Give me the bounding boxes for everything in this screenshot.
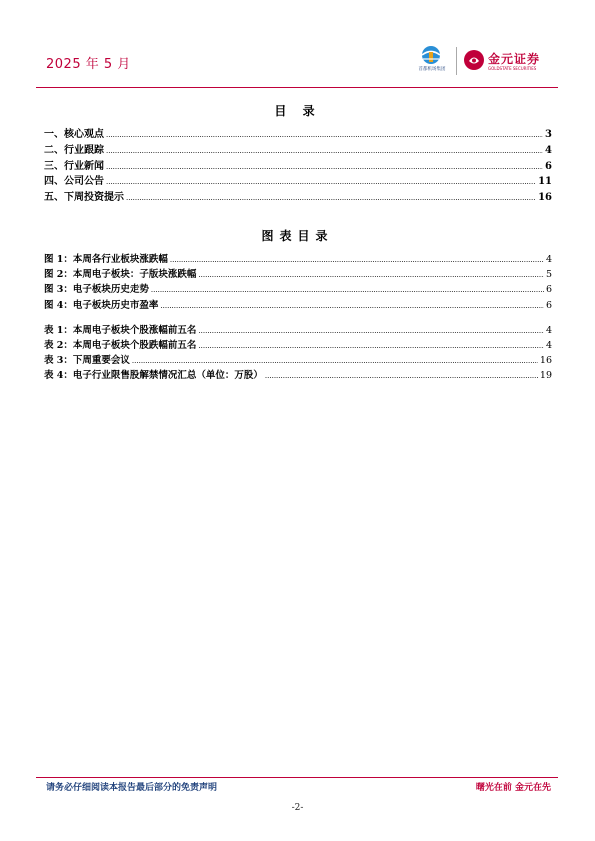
figure-item[interactable]	[44, 266, 552, 281]
toc-leader-dots	[106, 178, 536, 186]
toc-item-label: 五、下周投资提示	[44, 192, 124, 204]
toc-item[interactable]	[44, 188, 552, 204]
toc-leader-dots	[198, 342, 544, 350]
header-logos	[412, 44, 552, 80]
logo-divider	[456, 47, 457, 75]
table-item-page: 4	[545, 339, 552, 351]
toc-leader-dots	[151, 286, 544, 294]
figure-item[interactable]	[44, 297, 552, 312]
table-item-page: 19	[539, 370, 552, 382]
table-item-page: 16	[539, 355, 552, 367]
toc-title: 目 录	[274, 104, 321, 118]
toc-item-page: 16	[538, 192, 552, 204]
airport-group-name: 首都机场集团	[418, 67, 446, 72]
toc-leader-dots	[106, 147, 543, 155]
figure-item-page: 6	[545, 299, 552, 311]
figure-item-label: 图 4：电子板块历史市盈率	[44, 299, 159, 311]
toc-list	[44, 125, 552, 204]
table-item[interactable]	[44, 352, 552, 367]
toc-item-page: 3	[545, 129, 552, 140]
table-item-page: 4	[545, 324, 552, 336]
figure-item[interactable]	[44, 251, 552, 266]
toc-leader-dots	[265, 372, 538, 380]
toc-leader-dots	[170, 256, 544, 264]
figure-item-label: 图 1：本周各行业板块涨跌幅	[44, 254, 168, 265]
toc-leader-dots	[198, 327, 544, 335]
airport-group-logo-icon	[412, 44, 450, 78]
table-item-label: 表 4：电子行业限售股解禁情况汇总（单位：万股）	[44, 370, 263, 382]
figures-toc-title: 图表目录	[261, 229, 334, 243]
figures-list	[44, 251, 552, 383]
figure-item-label: 图 3：电子板块历史走势	[44, 284, 149, 296]
table-item[interactable]	[44, 337, 552, 352]
goldstate-english-name: GOLDSTATE SECURITIES	[488, 66, 537, 71]
toc-leader-dots	[132, 357, 538, 365]
toc-item[interactable]	[44, 141, 552, 157]
toc-item-page: 4	[545, 144, 552, 156]
toc-item[interactable]	[44, 157, 552, 173]
toc-leader-dots	[160, 302, 544, 310]
footer-divider	[36, 777, 558, 778]
table-item-label: 表 2：本周电子板块个股跌幅前五名	[44, 339, 197, 351]
page-number: -2-	[291, 803, 304, 813]
header-divider	[36, 87, 558, 88]
table-item-label: 表 3：下周重要会议	[44, 355, 130, 367]
figure-item[interactable]	[44, 281, 552, 296]
toc-item-page: 6	[545, 160, 552, 172]
figure-item-page: 4	[545, 254, 552, 265]
toc-item[interactable]	[44, 172, 552, 188]
toc-leader-dots	[106, 163, 543, 171]
table-item-label: 表 1：本周电子板块个股涨幅前五名	[44, 324, 197, 336]
goldstate-logo-icon	[463, 49, 485, 71]
toc-item-label: 二、行业跟踪	[44, 144, 104, 156]
list-gap	[44, 312, 552, 322]
toc-item-label: 三、行业新闻	[44, 160, 104, 172]
footer-slogan: 曙光在前 金元在先	[475, 783, 551, 793]
toc-item-page: 11	[538, 176, 552, 188]
figure-item-page: 6	[545, 284, 552, 296]
figure-item-page: 5	[545, 269, 552, 281]
toc-leader-dots	[198, 271, 544, 279]
toc-item-label: 一、核心观点	[44, 129, 104, 140]
table-item[interactable]	[44, 367, 552, 382]
goldstate-name: 金元证券	[488, 52, 541, 66]
table-item[interactable]	[44, 322, 552, 337]
report-date: 2025 年 5 月	[46, 57, 131, 72]
footer-disclaimer: 请务必仔细阅读本报告最后部分的免责声明	[46, 783, 218, 793]
toc-item-label: 四、公司公告	[44, 176, 104, 188]
toc-item[interactable]	[44, 125, 552, 141]
toc-leader-dots	[126, 194, 536, 202]
toc-leader-dots	[106, 131, 543, 139]
figure-item-label: 图 2：本周电子板块：子版块涨跌幅	[44, 269, 197, 281]
